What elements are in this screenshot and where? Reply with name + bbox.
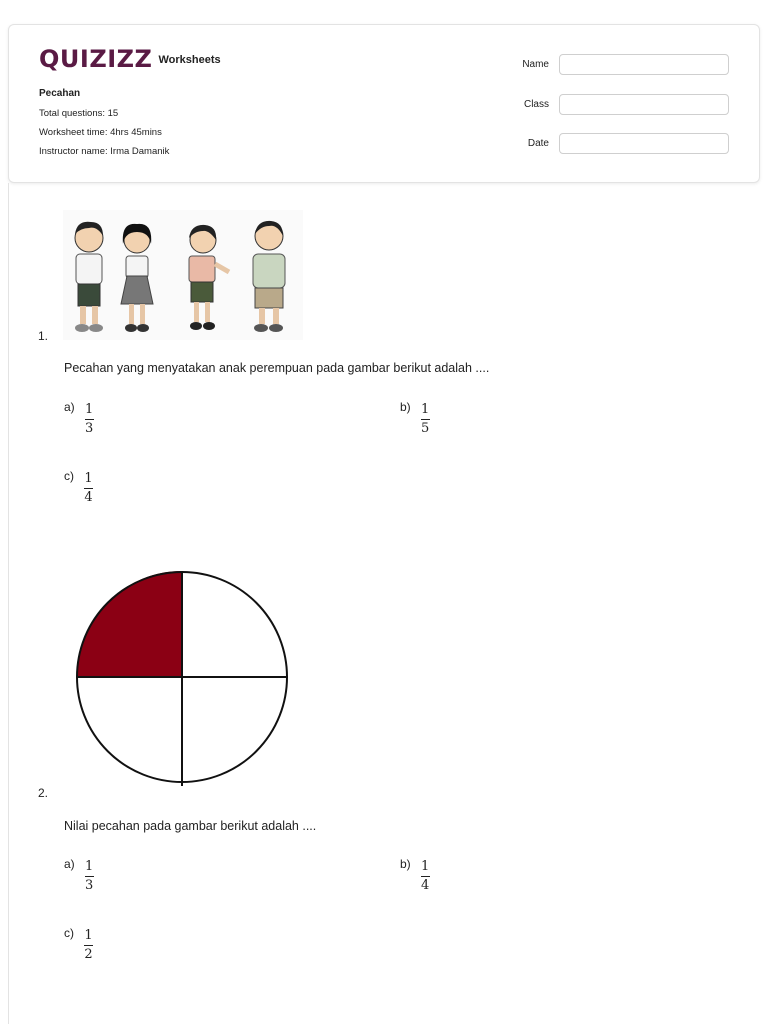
name-label: Name (522, 59, 549, 70)
page-border (8, 183, 9, 1024)
fraction-bar (85, 876, 94, 877)
fraction (85, 859, 94, 894)
question-text: Pecahan yang menyatakan anak perempuan pada gambar berikut adalah .... (64, 361, 490, 375)
answer-option-c[interactable] (64, 928, 93, 963)
denominator: 2 (84, 947, 93, 962)
fraction (84, 471, 93, 506)
worksheet-time: Worksheet time: 4hrs 45mins (39, 127, 162, 138)
numerator: 1 (84, 928, 93, 943)
option-letter: a) (64, 857, 75, 871)
numerator: 1 (421, 859, 430, 874)
date-field[interactable] (559, 133, 729, 154)
fraction-bar (421, 419, 430, 420)
question-number: 1. (38, 329, 49, 343)
answer-option-b[interactable] (400, 859, 430, 894)
fraction-bar (84, 488, 93, 489)
class-field[interactable] (559, 94, 729, 115)
denominator: 3 (85, 421, 94, 436)
fraction-bar (421, 876, 430, 877)
option-letter: c) (64, 926, 74, 940)
name-field[interactable] (559, 54, 729, 75)
quizizz-logo (39, 45, 221, 73)
total-questions: Total questions: 15 (39, 108, 119, 119)
fraction-bar (84, 945, 93, 946)
numerator: 1 (84, 471, 93, 486)
worksheet-title: Pecahan (39, 88, 81, 99)
fraction (84, 928, 93, 963)
numerator: 1 (421, 402, 430, 417)
option-letter: b) (400, 857, 411, 871)
answer-option-a[interactable] (64, 859, 94, 894)
option-letter: c) (64, 469, 74, 483)
class-label: Class (523, 99, 549, 110)
answer-option-b[interactable] (400, 402, 430, 437)
logo-subtitle: Worksheets (158, 54, 221, 66)
instructor-name: Instructor name: Irma Damanik (39, 146, 170, 157)
question-number: 2. (38, 786, 49, 800)
numerator: 1 (85, 402, 94, 417)
denominator: 4 (84, 490, 93, 505)
question-text: Nilai pecahan pada gambar berikut adalah .... (64, 819, 317, 833)
fraction (421, 402, 430, 437)
quarter-circle-diagram (72, 566, 296, 788)
answer-option-a[interactable] (64, 402, 94, 437)
fraction-bar (85, 419, 94, 420)
option-letter: b) (400, 400, 411, 414)
fraction (85, 402, 94, 437)
denominator: 3 (85, 878, 94, 893)
numerator: 1 (85, 859, 94, 874)
worksheet-header (8, 24, 760, 183)
denominator: 4 (421, 878, 430, 893)
date-label: Date (527, 138, 549, 149)
logo-text: QUIZIZZ (39, 45, 153, 73)
fraction (421, 859, 430, 894)
children-illustration (63, 210, 303, 340)
option-letter: a) (64, 400, 75, 414)
denominator: 5 (421, 421, 430, 436)
answer-option-c[interactable] (64, 471, 93, 506)
